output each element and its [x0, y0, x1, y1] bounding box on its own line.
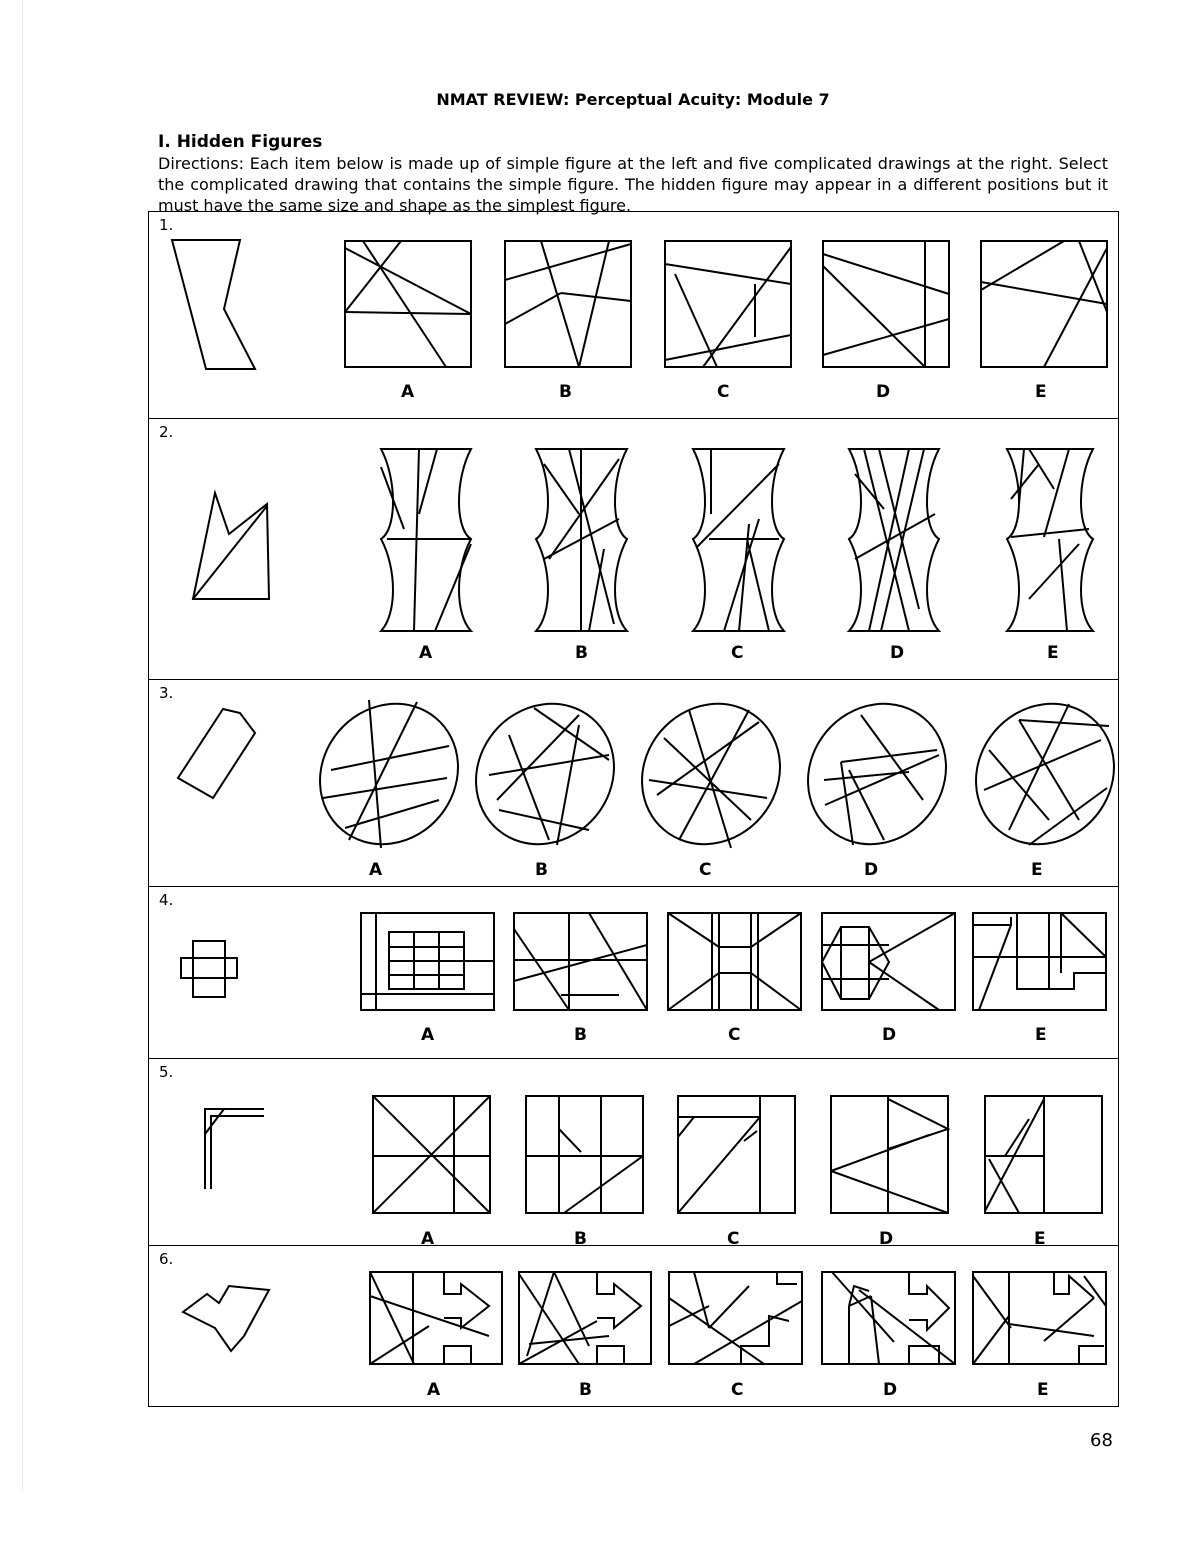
simple-figure [183, 1286, 269, 1351]
question-number: 5. [159, 1063, 174, 1081]
option-a-drawing [345, 241, 471, 367]
option-b-drawing [519, 1272, 651, 1364]
option-b-drawing [526, 1096, 643, 1213]
option-e-drawing [948, 680, 1120, 872]
simple-figure [205, 1109, 264, 1189]
option-d-drawing [822, 913, 955, 1010]
simple-figure [172, 240, 255, 369]
option-e-drawing [1007, 449, 1093, 631]
option-c-drawing [614, 680, 809, 872]
question-row-6 [149, 1246, 1118, 1408]
option-d-drawing [849, 449, 939, 631]
simple-figure [178, 709, 255, 798]
option-label-b: B [579, 1380, 592, 1400]
question-1-figures [149, 212, 1120, 419]
question-4-figures [149, 887, 1120, 1059]
option-label-b: B [559, 382, 572, 402]
question-6-figures [149, 1246, 1120, 1408]
question-3-figures [149, 680, 1120, 887]
option-b-drawing [536, 449, 627, 631]
question-number: 6. [159, 1250, 174, 1268]
directions-text: Directions: Each item below is made up of simple figure at the left and five complicated drawings at the right. Select the complicated drawing that contains the simple figure. The hidden figure may appear in a different positions but it must have the same size and shape as the simplest figure. [158, 154, 1108, 215]
option-b-drawing [514, 913, 647, 1010]
section-heading: I. Hidden Figures [158, 132, 323, 152]
option-c-drawing [665, 241, 791, 367]
option-c-drawing [693, 449, 784, 631]
option-label-d: D [883, 1380, 898, 1400]
option-label-c: C [727, 1229, 740, 1249]
option-a-drawing [370, 1272, 502, 1364]
option-b-drawing [505, 241, 631, 367]
question-row-5 [149, 1059, 1118, 1249]
option-d-drawing [822, 1272, 955, 1364]
question-2-figures [149, 419, 1120, 680]
option-label-e: E [1035, 382, 1047, 402]
option-d-drawing [831, 1096, 948, 1213]
option-label-b: B [535, 860, 548, 880]
question-5-figures [149, 1059, 1120, 1246]
option-label-a: A [421, 1025, 435, 1045]
option-label-a: A [419, 643, 433, 663]
question-sheet [148, 211, 1119, 1407]
option-label-b: B [574, 1229, 587, 1249]
question-number: 4. [159, 891, 174, 909]
option-label-e: E [1031, 860, 1043, 880]
option-label-c: C [699, 860, 712, 880]
option-label-d: D [864, 860, 879, 880]
option-label-a: A [369, 860, 383, 880]
option-d-drawing [780, 680, 975, 872]
option-label-b: B [574, 1025, 587, 1045]
option-a-drawing [292, 680, 487, 872]
question-row-2 [149, 419, 1118, 680]
option-e-drawing [973, 1272, 1106, 1364]
option-e-drawing [985, 1096, 1102, 1213]
question-row-3 [149, 680, 1118, 887]
question-row-1 [149, 212, 1118, 419]
option-label-a: A [427, 1380, 441, 1400]
option-d-drawing [823, 241, 949, 367]
option-a-drawing [373, 1096, 490, 1213]
option-label-c: C [731, 643, 744, 663]
page-title: NMAT REVIEW: Perceptual Acuity: Module 7 [436, 90, 830, 109]
option-label-e: E [1037, 1380, 1049, 1400]
option-label-e: E [1047, 643, 1059, 663]
option-label-d: D [876, 382, 891, 402]
option-a-drawing [361, 913, 494, 1010]
option-a-drawing [381, 449, 471, 631]
option-label-e: E [1034, 1229, 1046, 1249]
option-label-b: B [575, 643, 588, 663]
option-e-drawing [973, 913, 1106, 1010]
page-number: 68 [1090, 1430, 1113, 1451]
option-label-d: D [882, 1025, 897, 1045]
option-e-drawing [981, 241, 1107, 367]
option-label-a: A [421, 1229, 435, 1249]
simple-figure [181, 941, 237, 997]
option-c-drawing [669, 1272, 802, 1364]
question-row-4 [149, 887, 1118, 1059]
option-label-c: C [731, 1380, 744, 1400]
question-number: 1. [159, 216, 174, 234]
option-label-a: A [401, 382, 415, 402]
question-number: 2. [159, 423, 174, 441]
option-label-e: E [1035, 1025, 1047, 1045]
option-b-drawing [448, 680, 643, 872]
option-c-drawing [678, 1096, 795, 1213]
option-label-c: C [717, 382, 730, 402]
page-edge-line [22, 0, 23, 1490]
option-c-drawing [668, 913, 801, 1010]
question-number: 3. [159, 684, 174, 702]
option-label-c: C [728, 1025, 741, 1045]
option-label-d: D [879, 1229, 894, 1249]
option-label-d: D [890, 643, 905, 663]
